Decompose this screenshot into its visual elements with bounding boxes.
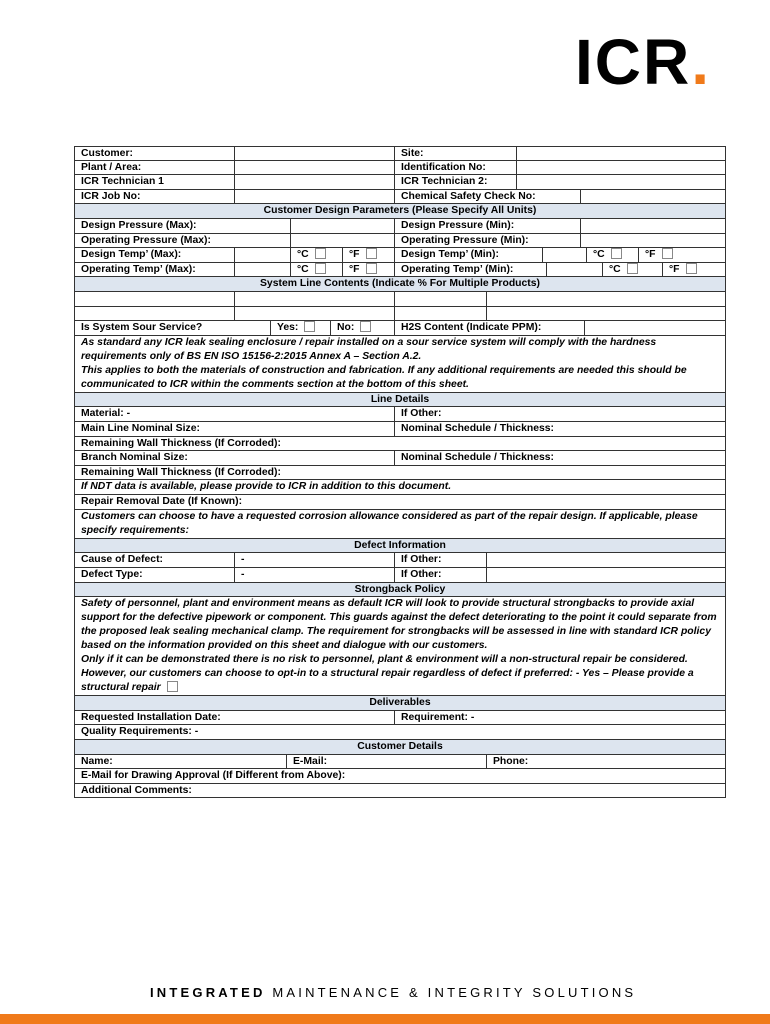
tech1-label: ICR Technician 1	[75, 175, 235, 189]
cause-label: Cause of Defect:	[75, 553, 235, 567]
footer-tagline: INTEGRATED MAINTENANCE & INTEGRITY SOLUTIONS	[150, 985, 637, 1000]
checkbox-c[interactable]	[315, 263, 326, 274]
branch-label: Branch Nominal Size:	[75, 451, 395, 465]
dt-max-label: Design Temp’ (Max):	[75, 248, 235, 262]
dtype-value[interactable]: -	[235, 568, 395, 582]
defect-header: Defect Information	[354, 539, 446, 551]
cdp-header: Customer Design Parameters (Please Specify All Units)	[263, 205, 537, 217]
removal-label: Repair Removal Date (If Known):	[81, 496, 243, 508]
sour-yes[interactable]: Yes:	[271, 321, 331, 335]
corrosion-note: Customers can choose to have a requested corrosion allowance considered as part of the repair design. If applicable, please specify requirements:	[81, 510, 698, 536]
plant-label: Plant / Area:	[75, 161, 235, 175]
material-if-other: If Other:	[401, 408, 442, 420]
ot-min-label: Operating Temp’ (Min):	[395, 263, 547, 277]
ot-max-field[interactable]	[235, 263, 291, 277]
op-min-field[interactable]	[581, 234, 725, 248]
op-min-label: Operating Pressure (Min):	[395, 234, 581, 248]
product-cell[interactable]	[395, 292, 487, 306]
ident-label: Identification No:	[395, 161, 517, 175]
deliv-header: Deliverables	[369, 697, 431, 709]
sour-no[interactable]: No:	[331, 321, 395, 335]
ot-min-field[interactable]	[547, 263, 603, 277]
name-label: Name:	[75, 755, 287, 769]
chem-field[interactable]	[581, 190, 725, 204]
checkbox-no[interactable]	[360, 321, 371, 332]
branch-sched-label: Nominal Schedule / Thickness:	[401, 452, 555, 464]
strong-para-1: Safety of personnel, plant and environment means as default ICR will look to provide structural strongbacks to provide axial support for the defective pipework or component. This guards against the defect deteriorating to the point it could separate from the proposed leak sealing mechanical clamp. The requirement for strongbacks will be assessed in line with standard ICR policy based on the information provided on this sheet and dialogue with our customers.	[81, 598, 717, 652]
chem-label: Chemical Safety Check No:	[395, 190, 581, 204]
cause-other-field[interactable]	[487, 553, 725, 567]
dt-max-f[interactable]: °F	[343, 248, 395, 262]
ot-min-f[interactable]: °F	[663, 263, 725, 277]
requirement-label: Requirement: -	[401, 711, 475, 723]
material-label: Material: -	[75, 407, 395, 421]
product-cell[interactable]	[487, 307, 725, 321]
sour-note-2: This applies to both the materials of construction and fabrication. If any additional requirements are needed this should be communicated to ICR within the comments section at the bottom of this sheet.	[81, 364, 687, 390]
comments-label: Additional Comments:	[81, 784, 192, 796]
product-cell[interactable]	[235, 307, 395, 321]
strong-header: Strongback Policy	[354, 583, 446, 595]
request-form	[74, 146, 726, 798]
product-cell[interactable]	[75, 307, 235, 321]
h2s-label: H2S Content (Indicate PPM):	[395, 321, 585, 335]
quality-label: Quality Requirements: -	[81, 726, 199, 738]
customer-label: Customer:	[75, 147, 235, 160]
jobno-label: ICR Job No:	[75, 190, 235, 204]
icr-logo: ICR.	[575, 26, 711, 98]
customer-field[interactable]	[235, 147, 395, 160]
product-cell[interactable]	[487, 292, 725, 306]
rem-wall-main: Remaining Wall Thickness (If Corroded):	[81, 437, 281, 449]
email-label: E-Mail:	[287, 755, 487, 769]
strongback-text	[75, 597, 725, 695]
dt-min-field[interactable]	[543, 248, 587, 262]
op-max-field[interactable]	[291, 234, 395, 248]
product-cell[interactable]	[75, 292, 235, 306]
checkbox-c[interactable]	[611, 248, 622, 259]
line-header: Line Details	[370, 393, 430, 405]
cause-if-other: If Other:	[395, 553, 487, 567]
cust-header: Customer Details	[357, 741, 443, 753]
checkbox-c[interactable]	[315, 248, 326, 259]
dt-max-c[interactable]: °C	[291, 248, 343, 262]
ident-field[interactable]	[517, 161, 725, 175]
checkbox-f[interactable]	[366, 263, 377, 274]
site-label: Site:	[395, 147, 517, 160]
dp-max-label: Design Pressure (Max):	[75, 219, 291, 233]
dt-min-f[interactable]: °F	[639, 248, 725, 262]
install-date-label: Requested Installation Date:	[75, 711, 395, 725]
sour-note-1: As standard any ICR leak sealing enclosure / repair installed on a sour service system will comply with the hardness requirements only of BS EN ISO 15156-2:2015 Annex A – Section A.2.	[81, 336, 657, 362]
dp-min-field[interactable]	[581, 219, 725, 233]
main-sched-label: Nominal Schedule / Thickness:	[401, 422, 555, 434]
op-max-label: Operating Pressure (Max):	[75, 234, 291, 248]
structural-repair-checkbox[interactable]	[167, 681, 178, 692]
slc-header: System Line Contents (Indicate % For Multiple Products)	[260, 278, 540, 290]
strong-para-2: Only if it can be demonstrated there is no risk to personnel, plant & environment will a non-structural repair be considered.	[81, 654, 688, 666]
dp-min-label: Design Pressure (Min):	[395, 219, 581, 233]
dtype-if-other: If Other:	[395, 568, 487, 582]
product-cell[interactable]	[395, 307, 487, 321]
checkbox-f[interactable]	[662, 248, 673, 259]
site-field[interactable]	[517, 147, 725, 160]
dtype-label: Defect Type:	[75, 568, 235, 582]
rem-wall-branch: Remaining Wall Thickness (If Corroded):	[81, 466, 281, 478]
dp-max-field[interactable]	[291, 219, 395, 233]
tech1-field[interactable]	[235, 175, 395, 189]
ot-max-f[interactable]: °F	[343, 263, 395, 277]
sour-note	[75, 336, 725, 392]
jobno-field[interactable]	[235, 190, 395, 204]
ot-max-c[interactable]: °C	[291, 263, 343, 277]
ot-max-label: Operating Temp’ (Max):	[75, 263, 235, 277]
sour-label: Is System Sour Service?	[75, 321, 271, 335]
email-drawing-label: E-Mail for Drawing Approval (If Different from Above):	[81, 770, 346, 782]
cause-value[interactable]: -	[235, 553, 395, 567]
checkbox-f[interactable]	[686, 263, 697, 274]
footer-bar	[0, 1014, 770, 1024]
tech2-label: ICR Technician 2:	[395, 175, 517, 189]
ndt-note: If NDT data is available, please provide to ICR in addition to this document.	[81, 481, 452, 493]
checkbox-c[interactable]	[627, 263, 638, 274]
checkbox-f[interactable]	[366, 248, 377, 259]
dt-min-label: Design Temp’ (Min):	[395, 248, 543, 262]
dtype-other-field[interactable]	[487, 568, 725, 582]
tech2-field[interactable]	[517, 175, 725, 189]
plant-field[interactable]	[235, 161, 395, 175]
strong-para-3: However, our customers can choose to opt-in to a structural repair regardless of defect if preferred: - Yes – Please provide a structural repair	[81, 668, 694, 694]
phone-label: Phone:	[493, 755, 529, 767]
main-line-label: Main Line Nominal Size:	[75, 422, 395, 436]
checkbox-yes[interactable]	[304, 321, 315, 332]
dt-min-c[interactable]: °C	[587, 248, 639, 262]
h2s-field[interactable]	[585, 321, 725, 335]
product-cell[interactable]	[235, 292, 395, 306]
ot-min-c[interactable]: °C	[603, 263, 663, 277]
dt-max-field[interactable]	[235, 248, 291, 262]
